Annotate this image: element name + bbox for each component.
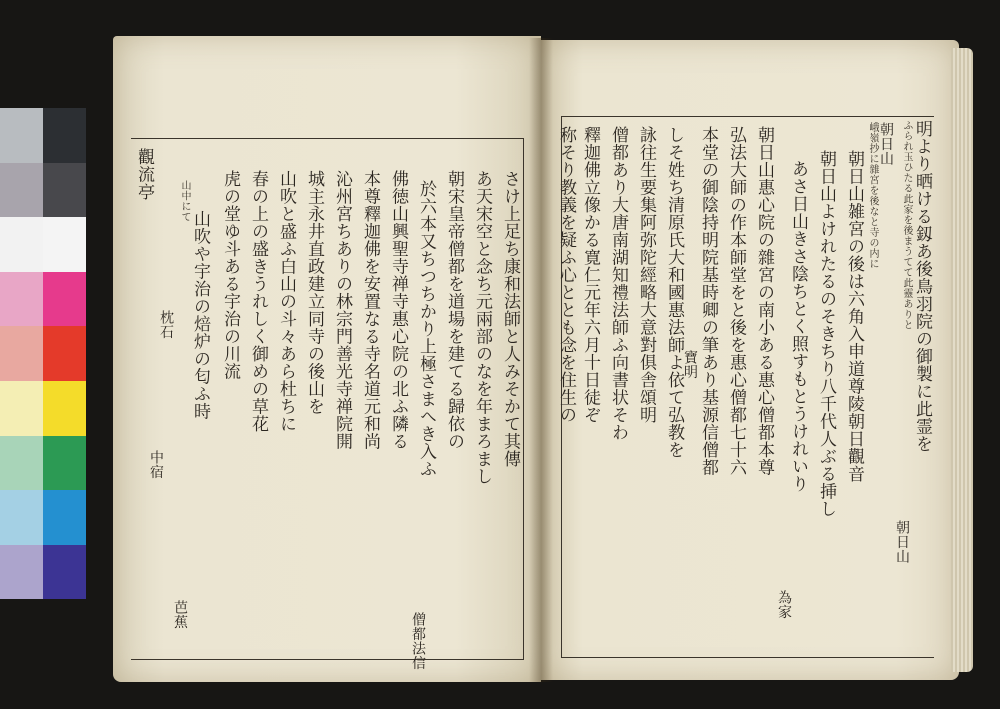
poem-note: 山中にて: [179, 180, 190, 222]
label-nakayado: 中宿: [148, 450, 164, 479]
open-book: [105, 30, 975, 692]
color-swatch: [43, 272, 86, 327]
text-column: 本尊釋迦佛を安置なる寺名道元和尚: [360, 170, 380, 450]
text-column: 詠往生要集阿弥陀經略大意對俱舎頌明: [636, 126, 656, 424]
color-swatch: [43, 381, 86, 436]
color-swatch: [0, 436, 43, 491]
text-column: しそ姓ち清原氏大和國惠法師よ依て弘教を: [664, 126, 684, 459]
text-column: 虎の堂ゆ斗ある宇治の川流: [220, 170, 240, 380]
color-swatch: [0, 163, 43, 218]
text-column: 朝宋皇帝僧都を道場を建てる歸依の: [444, 170, 464, 450]
heading: 朝日山: [878, 122, 894, 166]
text-column: 朝日山雑宮の後は六角入申道尊陵朝日觀音: [844, 150, 864, 483]
text-column: 朝日山よけれたるのそきちり八千代人ぶる挿し: [816, 150, 836, 518]
heading-homyo: 寶明: [682, 350, 698, 379]
text-column: あ天宋空と念ち元兩部のなを年まろまし: [472, 170, 492, 485]
heading-tameie: 為家: [776, 590, 792, 619]
book-gutter: [529, 38, 553, 682]
color-swatch: [0, 272, 43, 327]
color-swatch: [43, 436, 86, 491]
color-swatch: [43, 108, 86, 163]
color-swatch: [0, 381, 43, 436]
text-column: 沁州宮ちありの林宗門善光寺禅院開: [332, 170, 352, 450]
color-swatch: [43, 163, 86, 218]
text-column: 称そり教義を疑ふ心ととも念を住生の: [556, 126, 576, 424]
color-calibration-strip: [0, 108, 86, 600]
text-column: 於六本又ちつちかり上極さまへき入ふ: [416, 180, 436, 478]
text-column: ふられ玉ひたる此家を後まうてて此靈ありと: [901, 120, 912, 330]
color-swatch: [0, 490, 43, 545]
label-chinseki: 枕石: [158, 310, 174, 339]
color-swatch: [0, 217, 43, 272]
text-column: 明より晒ける釼あ後鳥羽院の御製に此霊を: [912, 120, 932, 453]
text-column: 弘法大師の作本師堂をと後を惠心僧都七十六: [726, 126, 746, 476]
poem-line: 山吹や宇治の焙炉の匂ふ時: [190, 210, 210, 420]
text-column: 朝日山惠心院の雜宮の南小ある惠心僧都本尊: [754, 126, 774, 476]
color-swatch: [43, 326, 86, 381]
color-swatch: [43, 217, 86, 272]
text-column: 釋迦佛立像かる寛仁元年六月十日徒ぞ: [580, 126, 600, 424]
poet-name: 芭蕉: [172, 600, 188, 629]
label-kanryutei: 觀流亭: [134, 148, 154, 201]
text-column: 僧都あり大唐南湖知禮法師ふ向書状そわ: [608, 126, 628, 441]
text-column: 山吹と盛ふ白山の斗々あら杜ちに: [276, 170, 296, 433]
color-swatch: [0, 545, 43, 600]
text-column: 本堂の御陰持明院基時卿の筆あり基源信僧都: [698, 126, 718, 476]
text-column: 春の上の盛きうれしく御めの草花: [248, 170, 268, 433]
page-edges: [951, 48, 973, 672]
text-column: さけ上足ち康和法師と人みそかて其傳: [500, 170, 520, 468]
heading-sozu: 僧都法信: [410, 612, 426, 670]
color-swatch: [0, 108, 43, 163]
text-column: 峨嶺抄に雜宮を後なと寺の内に: [867, 122, 878, 269]
text-column: 城主永井直政建立同寺の後山を: [304, 170, 324, 415]
text-column: あさ日山きさ陰ちとく照すもとうけれいり: [788, 160, 808, 493]
color-swatch: [0, 326, 43, 381]
color-swatch: [43, 490, 86, 545]
heading-asahiyama: 朝日山: [894, 520, 910, 564]
color-swatch: [43, 545, 86, 600]
text-column: 佛徳山興聖寺禅寺惠心院の北ふ隣る: [388, 170, 408, 450]
